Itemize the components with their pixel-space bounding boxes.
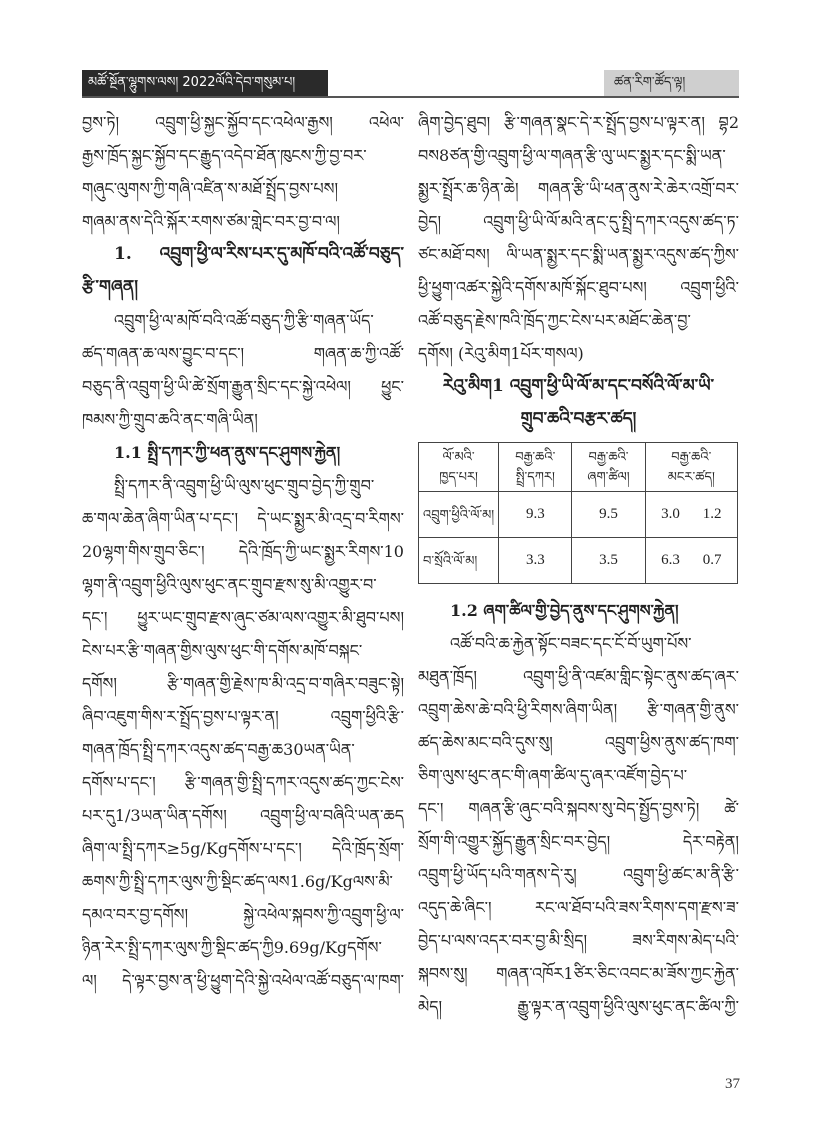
text-line: འབྲུག་ཕྱི་ལ་མཁོ་བའི་འཚོ་བཅུད་ཀྱི་རྩི་གཞན་ཡོད་ xyxy=(114,311,374,330)
table-row xyxy=(419,492,738,538)
fat-value: 9.5 xyxy=(572,492,645,538)
text-line: ཞིག་ལ་སྤྲི་དཀར≥5g/Kgདགོས་པ་དང་། དེའི་ཁྲོད་སྲོག་ xyxy=(82,839,404,858)
subsection-heading-1-1: 1.1 སྤྲི་དཀར་ཀྱི་ཕན་ནུས་དང་ཤུགས་རྐྱེན། xyxy=(114,443,341,462)
text-line: དང་། གཞན་རྩི་ཞུང་བའི་སྐབས་སུ་བེད་སྤྱོད་བྱས་ཏེ། ཚེ་ xyxy=(418,799,739,818)
table-caption: རེའུ་མིག1 འབྲུག་ཕྱི་ཡི་ལོ་མ་དང་བསོའི་ལོ་མ་ཡི་ xyxy=(442,376,715,396)
text-line: འདུད་ཆེ་ཞིང་། རང་ལ་ཐོབ་པའི་ཟས་རིགས་དག་རྫས་ཟ་ xyxy=(418,898,739,917)
subsection-heading-1-2: 1.2 ཞག་ཚིལ་གྱི་བྱེད་ནུས་དང་ཤུགས་རྐྱེན། xyxy=(450,601,679,620)
text-line: འཚོ་བཅུད་རྗེས་ཁའི་ཁྲོད་ཀྱང་ངེས་པར་མཐོང་ཆེན་བྱ་ xyxy=(418,311,691,330)
text-line: ཚད་ཆེས་མང་བའི་དུས་སུ། འབྲུག་ཕྱིས་ནུས་ཚད་ཁག་ xyxy=(418,733,739,752)
table-header-cell: བརྒྱ་ཆའི་ མངར་ཚད། xyxy=(645,443,737,492)
text-line: ལ། དེ་ལྟར་བྱས་ན་ཕྱི་ཕྱུག་དེའི་སྐྱེ་འཕེལ་འཚོ་བཅུད་ལ་ཁག་ xyxy=(82,971,404,990)
text-line: འབྲུག་ཕྱི་ཡོད་པའི་གནས་དེ་རུ། འབྲུག་ཕྱི་ཚང་མ་ནི་རྩི་ xyxy=(418,865,739,884)
sugar-value-a: 6.3 xyxy=(661,552,680,568)
text-line: འཚོ་བའི་ཆ་རྐྱེན་སྟོང་བཟང་དང་ངོ་བོ་ཡུག་པོས་ xyxy=(450,634,692,653)
text-line: སྨྱར་སྤྲོར་ཆ་ཉིན་ཆེ། གཞན་རྩི་ཡི་ཕན་ནུས་རེ་ཆེར་འགྲོ་བར་ xyxy=(418,179,739,198)
table-header-cell: བརྒྱ་ཆའི་ ཞག་ཚིལ། xyxy=(572,443,645,492)
text-line: ལྷག་ནི་འབྲུག་ཕྱིའི་ལུས་ཕུང་ནང་གྲུབ་རྫས་སུ་མི་འགྱུར་བ་ xyxy=(82,575,377,594)
text-line: ཉིན་རེར་སྤྲི་དཀར་ལུས་ཀྱི་སྡིང་ཚད་ཀྱི9.69g/Kgདགོས་ xyxy=(82,938,382,957)
text-line: བཅུད་ནི་འབྲུག་ཕྱི་ཡི་ཚེ་སྲོག་རྒྱུན་སྲིང་དང་སྐྱེ་འཕེལ། ཕྱུང་ xyxy=(82,377,404,396)
header-rule xyxy=(82,96,739,98)
text-line: སྲོག་གི་འགྱུར་སྐྱོད་རྒྱུན་སྲིང་བར་བྱེད། དེར་བརྟེན། xyxy=(418,832,739,851)
section-heading-1-cont: རྩི་གཞན། xyxy=(82,277,138,297)
text-line: བྱེད་པ་ལས་འདར་བར་བྱ་མི་སྲིད། ཟས་རིགས་མེད་པའི་ xyxy=(418,931,739,950)
section-header: ཚན་རིག་ཚོད་ལྟ། xyxy=(604,70,739,96)
text-line: དགོས། (རེའུ་མིག1པོར་གསལ) xyxy=(418,344,584,363)
sugar-value-a: 3.0 xyxy=(661,506,680,522)
text-line: ཞིག་བྱེད་ཐུབ། རྩི་གཞན་སྣང་དེ་ར་སྤྲོད་བྱས་པ་ལྟར་ན། བྷ2 xyxy=(418,113,739,132)
text-line: འབྲུག་ཆེས་ཆེ་བའི་ཕྱི་རིགས་ཞིག་ཡིན། རྩི་གཞན་གྱི་ནུས་ xyxy=(418,700,739,719)
text-line: ཕྱི་ཕྱུག་འཚར་སྐྱེའི་དགོས་མཁོ་སྐོང་ཐུབ་པས། འབྲུག་ཕྱིའི་ xyxy=(418,278,739,297)
text-line: མེད། རྒྱུ་ལྟར་ན་འབྲུག་ཕྱིའི་ལུས་ཕུང་ནང་ཚིལ་ཀྱི་ xyxy=(418,997,739,1016)
sugar-value-b: 0.7 xyxy=(702,552,722,568)
left-column xyxy=(82,106,404,997)
table-header-cell: ལོ་མའི་ ཁྱད་པར། xyxy=(419,443,499,492)
journal-header: མཚོ་སྔོན་ལྷུགས་ལས། 2022ལོའི་དེབ་གསུམ་པ། xyxy=(82,70,328,96)
sugar-cell xyxy=(645,538,737,584)
row-label: བ་སྲོའི་ལོ་མ། xyxy=(419,538,499,584)
sugar-cell xyxy=(645,492,737,538)
text-line: ཅིག་ལུས་ཕུང་ནང་གི་ཞག་ཚིལ་དུ་ཞར་འཛོག་བྱེད་པ་ xyxy=(418,766,688,785)
table-header-cell: བརྒྱ་ཆའི་ སྤྲི་དཀར། xyxy=(499,443,572,492)
text-line: དགོས། རྩི་གཞན་གྱི་རྗེས་ཁ་མི་འདྲ་བ་གཞིར་བཟུང་སྟེ། xyxy=(82,674,404,693)
protein-value: 3.3 xyxy=(499,538,572,584)
text-line: ངེས་པར་རྩི་གཞན་གྱིས་ལུས་ཕུང་གི་དགོས་མཁོ་བསྐང་ xyxy=(82,641,363,660)
text-line: དམའ་བར་བྱ་དགོས། སྐྱེ་འཕེལ་སྐབས་ཀྱི་འབྲུག་ཕྱི་ལ་ xyxy=(82,905,404,924)
text-line: རྒྱས་ཁྲོད་སྐྱང་སྐྱོབ་དང་རྒྱུད་འདེབ་ཐོན་ཁུངས་ཀྱི་བྱ་བར་ xyxy=(82,146,367,165)
text-line: སྤྲི་དཀར་ནི་འབྲུག་ཕྱི་ཡི་ལུས་ཕུང་གྲུབ་བྱེད་ཀྱི་གྲུབ་ xyxy=(114,476,375,495)
protein-value: 9.3 xyxy=(499,492,572,538)
text-line: གཞམ་ནས་དེའི་སྐོར་རགས་ཙམ་གླེང་བར་བྱ་བ་ལ། xyxy=(82,212,340,231)
text-line: བྱེད། འབྲུག་ཕྱི་ཡི་ལོ་མའི་ནང་དུ་སྤྲི་དཀར་འདུས་ཚད་ཏ་ xyxy=(418,212,739,231)
text-line: ཁམས་ཀྱི་གྲུབ་ཆའི་ནང་གཞི་ཡིན། xyxy=(82,410,258,429)
section-heading-1: 1. འབྲུག་ཕྱི་ལ་རིས་པར་དུ་མཁོ་བའི་འཚོ་བཅུད་ xyxy=(114,244,404,264)
text-line: 20ལྷག་གིས་གྲུབ་ཅིང་། དེའི་ཁྲོད་ཀྱི་ཡང་སྨྱར་རིགས་10 xyxy=(82,542,404,561)
text-line: མཐུན་ཁྲོད། འབྲུག་ཕྱི་ནི་འཛམ་གླིང་སྟེང་ནུས་ཚད་ཞར་ xyxy=(418,667,739,686)
text-line: དགོས་པ་དང་། རྩི་གཞན་གྱི་སྤྲི་དཀར་འདུས་ཚད་ཀྱང་ངེས་ xyxy=(82,773,404,792)
text-line: ཆགས་ཀྱི་སྤྲི་དཀར་ལུས་ཀྱི་སྡིང་ཚད་ལས1.6g/Kgལས་མི་ xyxy=(82,872,393,891)
table-header-row xyxy=(419,443,738,492)
sugar-value-b: 1.2 xyxy=(702,506,722,522)
text-line: བས8ཙན་གྱི་འབྲུག་ཕྱི་ལ་གཞན་རྩི་ལུ་ཡང་སྨྱར་དང་སྨི་ཡན་ xyxy=(418,146,726,165)
data-table xyxy=(418,442,738,584)
right-column xyxy=(418,106,739,1023)
row-label: འབྲུག་ཕྱིའི་ལོ་མ། xyxy=(419,492,499,538)
text-line: སྐབས་སུ། གཞན་འཁོར1ཙིར་ཅིང་འབང་མ་ཟོས་ཀྱང་རྐྱེན་ xyxy=(418,964,739,983)
text-line: གཞན་ཁྲོད་སྤྲི་དཀར་འདུས་ཚད་བརྒྱ་ཆ30ཡན་ཡིན་ xyxy=(82,740,355,759)
fat-value: 3.5 xyxy=(572,538,645,584)
text-line: ཙང་མཐོ་བས། ལི་ཡན་སྨྱར་དང་སྨི་ཡན་སྨྱར་འདུས་ཚད་ཀྱིས་ xyxy=(418,245,739,264)
text-line: དང་། ཕྱུར་ཡང་གྲུབ་རྫས་ཞུང་ཙམ་ལས་འགྱུར་མི་ཐུབ་པས། xyxy=(82,608,404,627)
table-caption-cont: གྲུབ་ཆའི་བརྩར་ཚད། xyxy=(520,409,637,429)
text-line: ཚད་གཞན་ཆ་ལས་བྱུང་བ་དང་། གཞན་ཆ་ཀྱི་འཚོ་ xyxy=(82,344,404,363)
table-row xyxy=(419,538,738,584)
text-line: གཞུང་ལུགས་ཀྱི་གཞི་འཛིན་ས་མཐོ་སྤྲོད་བྱས་པས། xyxy=(82,179,339,198)
text-line: པར་དུ1/3ཡན་ཡིན་དགོས། འབྲུག་ཕྱི་ལ་བཞིའི་ཡན་ཆད xyxy=(82,806,404,825)
text-line: ཆ་གལ་ཆེན་ཞིག་ཡིན་པ་དང་། དེ་ཡང་སྨྱར་མི་འདྲ་བ་རིགས་ xyxy=(82,509,404,528)
text-line: བྱས་ཏེ། འབྲུག་ཕྱི་སྐྱང་སྐྱོབ་དང་འཕེལ་རྒྱས། འཕེལ་ xyxy=(82,113,404,132)
text-line: ཞིབ་འཇུག་གིས་ར་སྤྲོད་བྱས་པ་ལྟར་ན། འབྲུག་ཕྱིའི་རྩི་ xyxy=(82,707,404,726)
page-number: 37 xyxy=(725,1076,740,1092)
